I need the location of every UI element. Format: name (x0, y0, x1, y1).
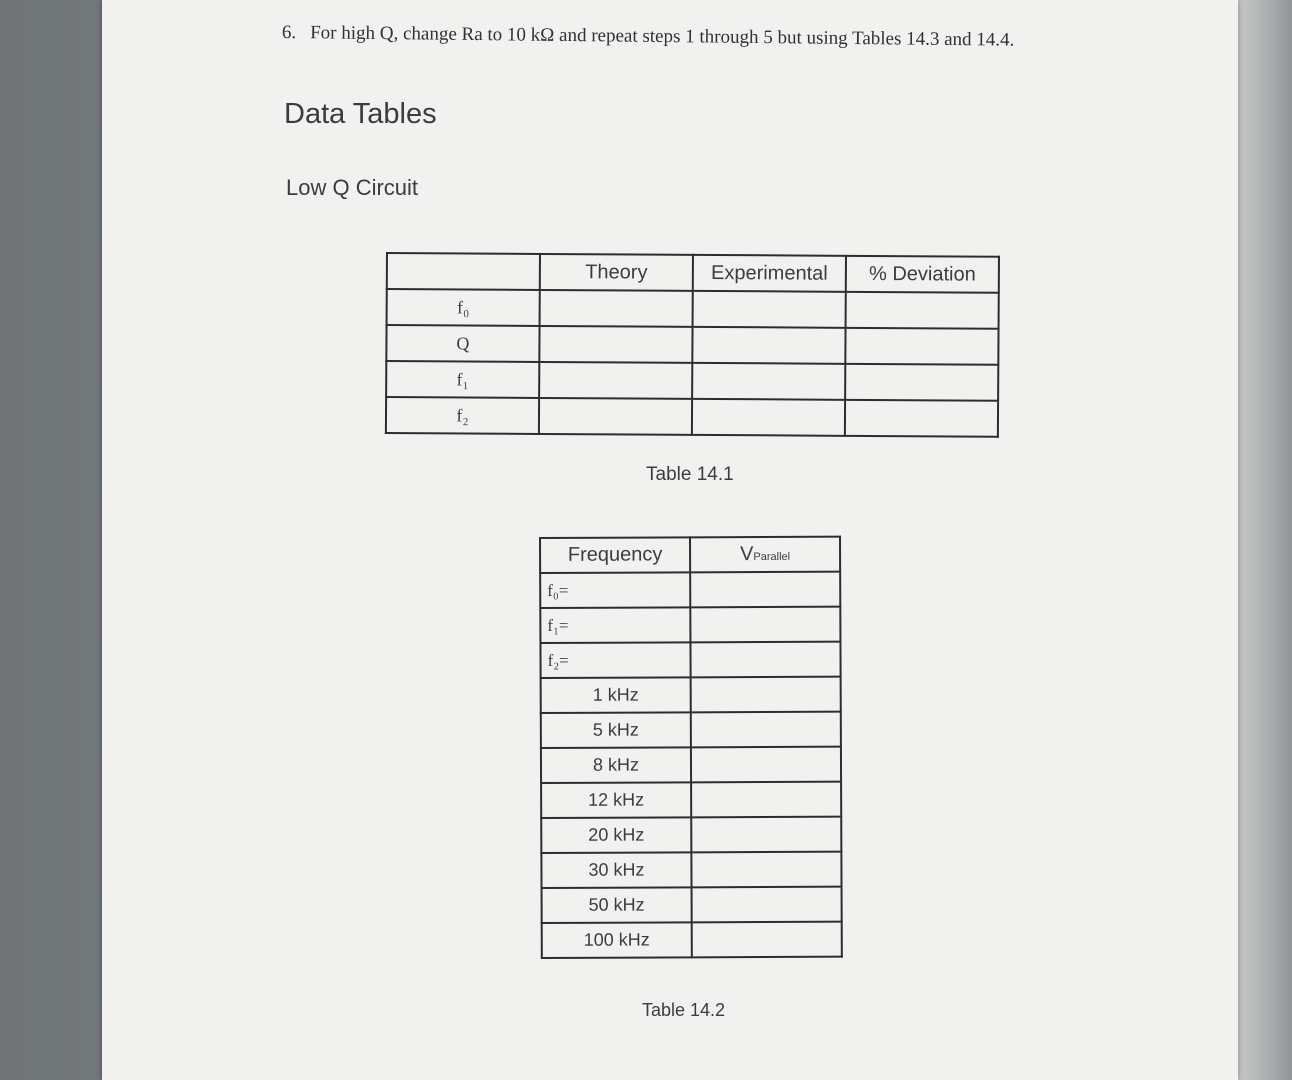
row-label: f₁ (386, 361, 539, 398)
table-row (540, 572, 840, 608)
v-parallel-cell[interactable] (692, 887, 842, 923)
frequency-cell: 8 kHz (541, 747, 691, 783)
frequency-cell: 20 kHz (541, 817, 691, 853)
v-parallel-cell[interactable] (690, 642, 840, 678)
header-cell-experimental: Experimental (693, 255, 846, 292)
deviation-cell[interactable] (846, 292, 999, 329)
v-symbol: V (740, 543, 754, 566)
deviation-cell[interactable] (845, 328, 998, 365)
v-parallel-cell[interactable] (691, 852, 841, 888)
document-page (102, 0, 1238, 1080)
row-label: f₀ (387, 289, 540, 326)
frequency-cell: 50 kHz (542, 887, 692, 923)
table-row (542, 887, 842, 923)
table-row (541, 852, 841, 888)
theory-cell[interactable] (539, 362, 692, 399)
table-row (386, 325, 998, 365)
table-caption-14-1: Table 14.1 (646, 464, 734, 485)
experimental-cell[interactable] (692, 327, 845, 364)
section-heading: Data Tables (284, 98, 437, 130)
table-header-row (387, 253, 999, 293)
step-text: For high Q, change Ra to 10 kΩ and repeat steps 1 through 5 but using Tables 14.3 and 14.4. (310, 22, 1015, 51)
data-table-14-2 (539, 536, 843, 959)
frequency-cell[interactable]: f₂= (540, 642, 690, 678)
theory-cell[interactable] (540, 290, 693, 327)
frequency-cell: 30 kHz (541, 852, 691, 888)
v-parallel-cell[interactable] (691, 747, 841, 783)
header-cell-theory: Theory (540, 254, 693, 291)
experimental-cell[interactable] (693, 291, 846, 328)
v-parallel-cell[interactable] (691, 817, 841, 853)
table-row (540, 607, 840, 643)
v-parallel-cell[interactable] (692, 922, 842, 958)
subsection-heading: Low Q Circuit (286, 175, 419, 200)
header-cell-blank (387, 253, 540, 290)
header-cell-frequency: Frequency (540, 537, 690, 573)
frequency-cell: 5 kHz (541, 712, 691, 748)
header-cell-deviation: % Deviation (846, 256, 999, 293)
frequency-cell[interactable]: f₀= (540, 572, 690, 608)
deviation-cell[interactable] (845, 364, 998, 401)
table-row (542, 922, 842, 958)
table-row (540, 642, 840, 678)
theory-cell[interactable] (539, 398, 692, 435)
v-parallel-cell[interactable] (691, 677, 841, 713)
table-row (541, 747, 841, 783)
frequency-cell[interactable]: f₁= (540, 607, 690, 643)
monitor-bezel (1236, 0, 1292, 1080)
v-parallel-cell[interactable] (691, 782, 841, 818)
experimental-cell[interactable] (692, 399, 845, 436)
frequency-cell: 100 kHz (542, 922, 692, 958)
table-caption-14-2: Table 14.2 (642, 1000, 726, 1020)
row-label: f₂ (386, 397, 539, 434)
v-parallel-cell[interactable] (691, 712, 841, 748)
table-row (387, 289, 999, 329)
experimental-cell[interactable] (692, 363, 845, 400)
deviation-cell[interactable] (845, 400, 998, 437)
instruction-step-6 (282, 22, 1015, 52)
table-row (541, 677, 841, 713)
table-row (541, 817, 841, 853)
row-label: Q (386, 325, 539, 362)
table-row (386, 397, 998, 437)
table-header-row (540, 537, 840, 573)
v-parallel-cell[interactable] (690, 572, 840, 608)
frequency-cell: 1 kHz (541, 677, 691, 713)
header-cell-v-parallel (690, 537, 840, 573)
data-table-14-1 (385, 252, 1000, 438)
table-row (541, 782, 841, 818)
step-number: 6. (281, 22, 297, 44)
v-parallel-cell[interactable] (690, 607, 840, 643)
table-row (541, 712, 841, 748)
table-row (386, 361, 998, 401)
frequency-cell: 12 kHz (541, 782, 691, 818)
v-subscript: Parallel (753, 550, 791, 564)
theory-cell[interactable] (539, 326, 692, 363)
